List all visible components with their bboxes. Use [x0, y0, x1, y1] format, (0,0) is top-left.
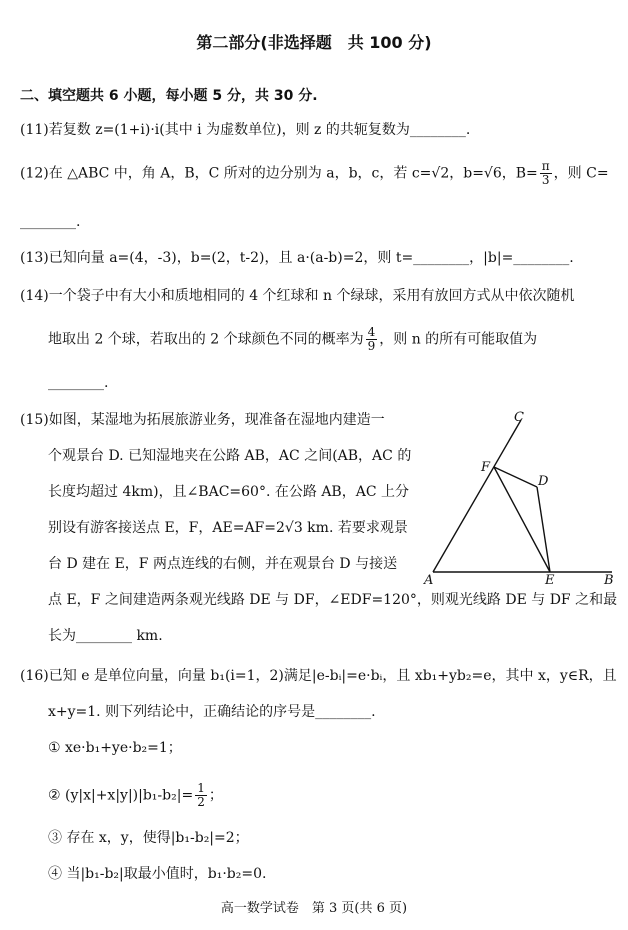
question-13: (13)已知向量 a=(4，-3)，b=(2，t-2)，且 a·(a-b)=2，则 t=________，|b|=________. [20, 250, 574, 266]
question-15-line7: 长为________ km. [48, 628, 163, 644]
question-16-line1: (16)已知 e 是单位向量，向量 b₁(i=1，2)满足|e-bᵢ|=e·bᵢ，且 xb₁+yb₂=e，其中 x，y∈R，且 [20, 668, 617, 684]
label-f: F [481, 460, 491, 475]
label-e: E [545, 573, 555, 588]
q14-text-a: 地取出 2 个球，若取出的 2 个球颜色不同的概率为 [48, 331, 364, 348]
q16-o2-fraction [195, 782, 207, 809]
q12-text-b: ，则 C= [553, 165, 609, 182]
question-14-line1: (14)一个袋子中有大小和质地相同的 4 个红球和 n 个绿球，采用有放回方式从中依次随机 [20, 288, 575, 304]
label-d: D [538, 474, 549, 489]
label-a: A [424, 573, 434, 588]
line-ac [433, 420, 521, 572]
q14-text-b: ，则 n 的所有可能取值为 [379, 331, 538, 348]
q16-frac-denominator: 2 [197, 795, 205, 809]
question-15-line5: 台 D 建在 E，F 两点连线的右侧，并在观景台 D 与接送 [48, 556, 398, 572]
label-c: C [514, 410, 524, 425]
section-heading: 二、填空题共 6 小题，每小题 5 分，共 30 分. [20, 88, 318, 104]
q12-text-a: (12)在 △ABC 中，角 A，B，C 所对的边分别为 a，b，c，若 c=√2，b=√6，B= [20, 165, 538, 182]
line-fd [494, 467, 537, 487]
q14-frac-denominator: 9 [367, 339, 376, 353]
question-11: (11)若复数 z=(1+i)·i(其中 i 为虚数单位)，则 z 的共轭复数为________. [20, 122, 471, 138]
q14-frac-numerator: 4 [367, 325, 376, 339]
q16-o2-text-a: ② (y|x|+x|y|)|b₁-b₂|= [48, 787, 194, 804]
q16-o2-text-b: ； [208, 787, 223, 804]
question-16-line2: x+y=1. 则下列结论中，正确结论的序号是________. [48, 704, 376, 720]
question-15-line2: 个观景台 D. 已知湿地夹在公路 AB，AC 之间(AB，AC 的 [48, 448, 412, 464]
question-16-option2 [48, 782, 223, 809]
question-16-option4: ④ 当|b₁-b₂|取最小值时，b₁·b₂=0. [48, 866, 267, 882]
question-15-line4: 别设有游客接送点 E，F，AE=AF=2√3 km. 若要求观景 [48, 520, 408, 536]
q12-frac-denominator: 3 [541, 173, 550, 187]
label-b: B [604, 573, 614, 588]
q16-frac-numerator: 1 [197, 781, 205, 795]
question-12-line2: ________. [20, 214, 81, 230]
question-16-option3: ③ 存在 x，y，使得|b₁-b₂|=2； [48, 830, 249, 846]
page-footer: 高一数学试卷 第 3 页(共 6 页) [220, 901, 408, 916]
question-15-line3: 长度均超过 4km)，且∠BAC=60°. 在公路 AB，AC 上分 [48, 484, 409, 500]
q12-frac-numerator: π [541, 159, 550, 173]
question-15-line1: (15)如图，某湿地为拓展旅游业务，现准备在湿地内建造一 [20, 412, 385, 428]
question-15-line6: 点 E，F 之间建造两条观光线路 DE 与 DF，∠EDF=120°，则观光线路 DE 与 DF 之和最 [48, 592, 618, 608]
question-14-line3: ________. [48, 375, 109, 391]
question-16-option1: ① xe·b₁+ye·b₂=1； [48, 740, 182, 756]
page-title: 第二部分(非选择题 共 100 分) [196, 33, 432, 52]
